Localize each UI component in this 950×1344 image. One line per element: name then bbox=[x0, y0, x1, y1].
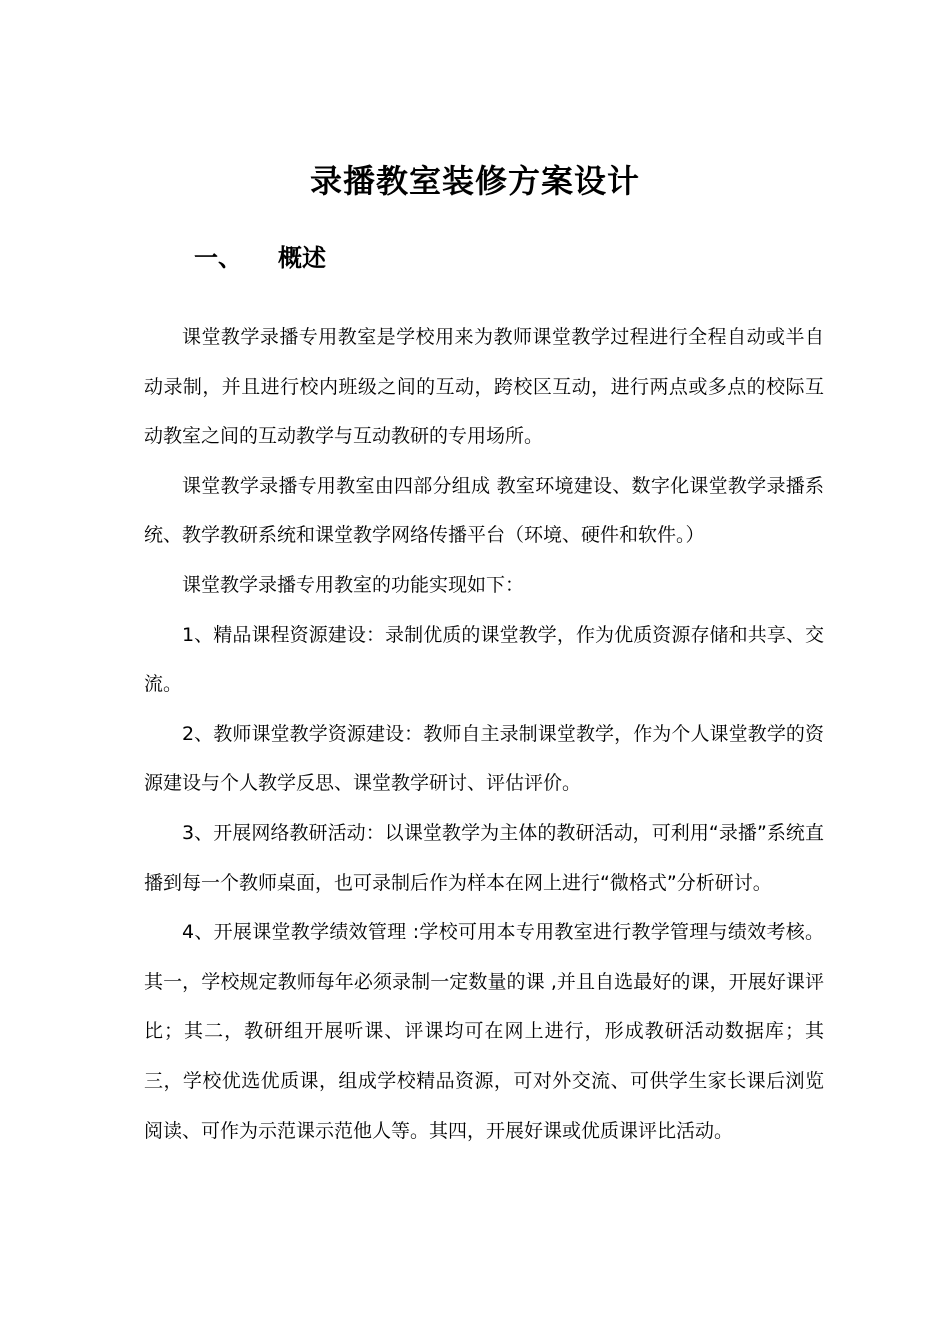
paragraph-function-2: 2、教师课堂教学资源建设：教师自主录制课堂教学，作为个人课堂教学的资源建设与个人教学反思、课堂教学研讨、评估评价。 bbox=[144, 722, 824, 795]
section-number: 一、 bbox=[194, 244, 242, 272]
paragraph-function-3: 3、开展网络教研活动：以课堂教学为主体的教研活动，可利用“录播”系统直播到每一个教师桌面，也可录制后作为样本在网上进行“微格式”分析研讨。 bbox=[144, 821, 824, 894]
paragraph-functions-lead: 课堂教学录播专用教室的功能实现如下： bbox=[182, 573, 525, 596]
paragraph-function-1: 1、精品课程资源建设：录制优质的课堂教学，作为优质资源存储和共享、交流。 bbox=[144, 623, 824, 696]
document-title: 录播教室装修方案设计 bbox=[309, 162, 640, 201]
document-body bbox=[144, 313, 824, 1156]
section-heading bbox=[194, 238, 326, 278]
paragraph-function-4: 4、开展课堂教学绩效管理 :学校可用本专用教室进行教学管理与绩效考核。其一，学校规定教师每年必须录制一定数量的课 ,并且自选最好的课，开展好课评比；其二，教研组开展听课、评课均可在网上进行，形成教研活动数据库；其三，学校优选优质课，组成学校精品资源，可对外交流、可供学生家长课后浏览阅读、可作为示范课示范他人等。其四，开展好课或优质课评比活动。 bbox=[144, 921, 824, 1142]
section-title: 概述 bbox=[278, 244, 326, 272]
paragraph-intro: 课堂教学录播专用教室是学校用来为教师课堂教学过程进行全程自动或半自动录制，并且进行校内班级之间的互动，跨校区互动，进行两点或多点的校际互动教室之间的互动教学与互动教研的专用场所。 bbox=[144, 326, 824, 448]
paragraph-composition: 课堂教学录播专用教室由四部分组成 教室环境建设、数字化课堂教学录播系统、教学教研系统和课堂教学网络传播平台（环境、硬件和软件。） bbox=[144, 474, 824, 547]
